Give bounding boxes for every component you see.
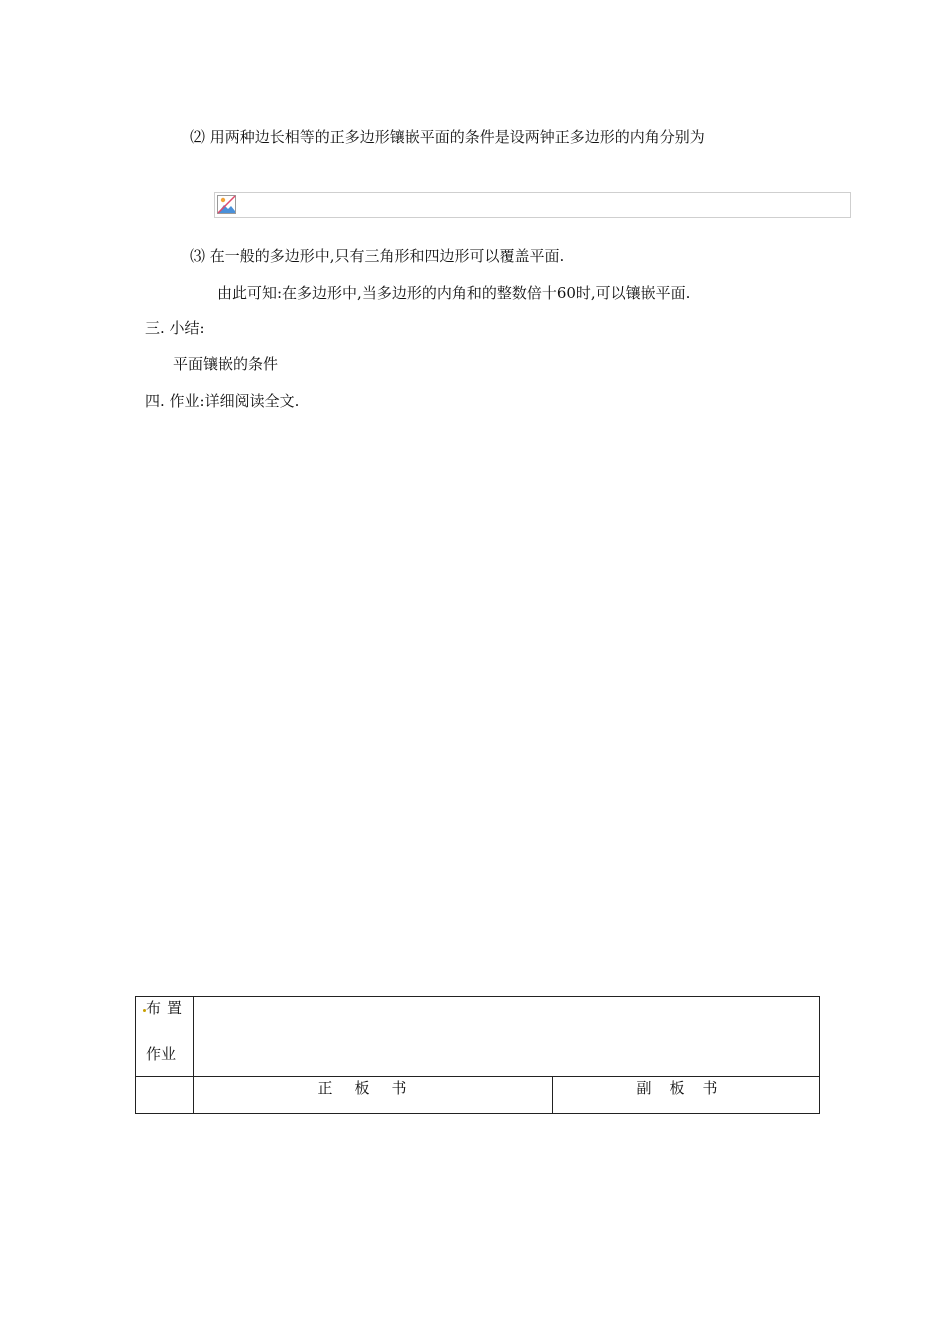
homework-label-bottom: 作业 xyxy=(146,1045,177,1063)
broken-image-icon xyxy=(217,195,236,214)
homework-label-top: 布置 xyxy=(146,999,189,1017)
formula-image-placeholder xyxy=(214,192,851,218)
main-board-header: 正板书 xyxy=(194,1077,553,1114)
board-label-cell xyxy=(136,1077,194,1114)
side-board-header: 副板书 xyxy=(553,1077,820,1114)
section-3-body: 平面镶嵌的条件 xyxy=(173,355,279,373)
item-3-text: ⑶ 在一般的多边形中,只有三角形和四边形可以覆盖平面. xyxy=(190,247,565,265)
homework-table xyxy=(135,996,820,1114)
conclusion-text: 由此可知:在多边形中,当多边形的内角和的整数倍十60时,可以镶嵌平面. xyxy=(217,284,691,302)
section-4-homework: 四. 作业:详细阅读全文. xyxy=(145,392,300,410)
homework-content-cell xyxy=(194,997,820,1077)
board-row xyxy=(136,1077,820,1114)
section-3-heading: 三. 小结: xyxy=(145,319,205,337)
item-2-text: ⑵ 用两种边长相等的正多边形镶嵌平面的条件是设两钟正多边形的内角分别为 xyxy=(190,128,705,146)
homework-label-cell xyxy=(136,997,194,1077)
homework-row xyxy=(136,997,820,1077)
